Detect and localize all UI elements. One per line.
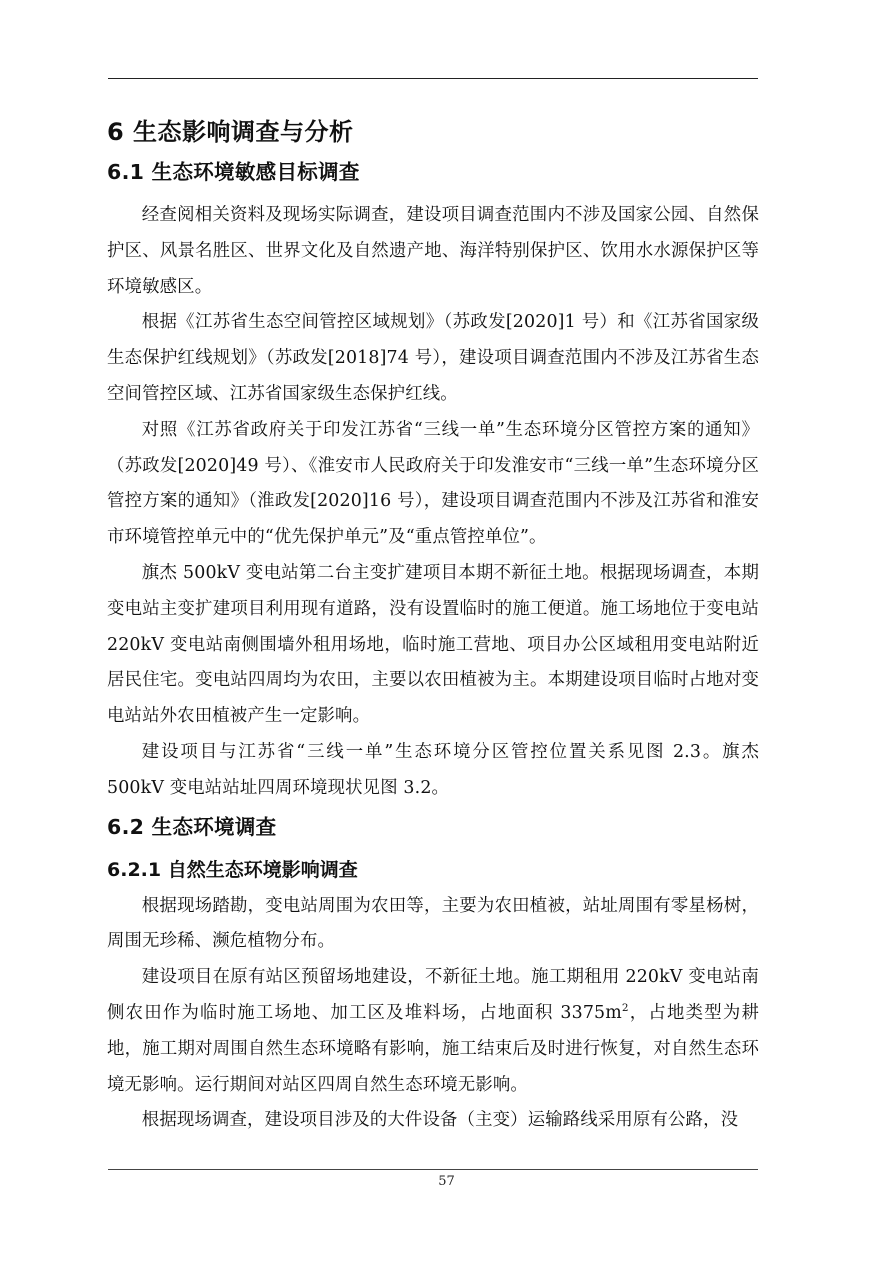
footer-rule xyxy=(108,1169,758,1170)
paragraph-621-2-text-b: ，占地类型为耕地，施工期对周围自然生态环境略有影响，施工结束后及时进行恢复，对自然生态环境无影响。运行期间对站区四周自然生态环境无影响。 xyxy=(107,1002,759,1095)
page-content xyxy=(107,112,759,1139)
paragraph-61-3: 对照《江苏省政府关于印发江苏省“三线一单”生态环境分区管控方案的通知》（苏政发[2020]49 号）、《淮安市人民政府关于印发淮安市“三线一单”生态环境分区管控方案的通知》（淮政发[2020]16 号），建设项目调查范围内不涉及江苏省和淮安市环境管控单元中的“优先保护单元”及“重点管控单位”。 xyxy=(107,419,759,548)
paragraph-621-2-text-a: 建设项目在原有站区预留场地建设，不新征土地。施工期租用 220kV 变电站南侧农田作为临时施工场地、加工区及堆料场，占地面积 3375m xyxy=(107,967,759,1023)
section-621-heading: 6.2.1 自然生态环境影响调查 xyxy=(107,858,358,881)
paragraph-621-3: 根据现场调查，建设项目涉及的大件设备（主变）运输路线采用原有公路，没 xyxy=(141,1110,739,1131)
paragraph-61-2: 根据《江苏省生态空间管控区域规划》（苏政发[2020]1 号）和《江苏省国家级生态保护红线规划》（苏政发[2018]74 号），建设项目调查范围内不涉及江苏省生态空间管控区域、江苏省国家级生态保护红线。 xyxy=(107,312,759,404)
paragraph-61-5: 建设项目与江苏省“三线一单”生态环境分区管控位置关系见图 2.3。旗杰 500kV 变电站站址四周环境现状见图 3.2。 xyxy=(107,741,759,798)
section-62-heading: 6.2 生态环境调查 xyxy=(107,814,277,839)
paragraph-61-1: 经查阅相关资料及现场实际调查，建设项目调查范围内不涉及国家公园、自然保护区、风景名胜区、世界文化及自然遗产地、海洋特别保护区、饮用水水源保护区等环境敏感区。 xyxy=(107,205,759,297)
paragraph-621-2 xyxy=(107,960,759,1103)
section-61-heading: 6.1 生态环境敏感目标调查 xyxy=(107,160,360,184)
chapter-heading: 6 生态影响调查与分析 xyxy=(107,118,354,146)
paragraph-621-1: 根据现场踏勘，变电站周围为农田等，主要为农田植被，站址周围有零星杨树，周围无珍稀、濒危植物分布。 xyxy=(107,895,759,952)
superscript-2: 2 xyxy=(621,1002,629,1015)
paragraph-61-4: 旗杰 500kV 变电站第二台主变扩建项目本期不新征土地。根据现场调查，本期变电站主变扩建项目利用现有道路，没有设置临时的施工便道。施工场地位于变电站 220kV 变电站南侧围墙外租用场地，临时施工营地、项目办公区域租用变电站附近居民住宅。变电站四周均为农田，主要以农田植被为主。本期建设项目临时占地对变电站站外农田植被产生一定影响。 xyxy=(107,562,759,727)
page-number: 57 xyxy=(438,1174,455,1189)
header-rule xyxy=(108,78,758,79)
